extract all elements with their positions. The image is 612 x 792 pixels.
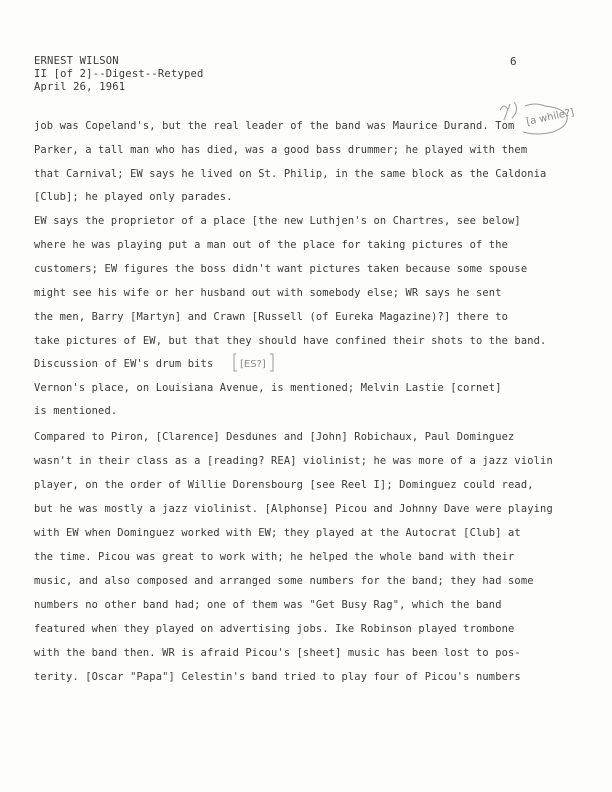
text-line: Discussion of EW's drum bits [34, 358, 214, 370]
text-line: where he was playing put a man out of the place for taking pictures of the [34, 239, 509, 251]
text-line: music, and also composed and arranged some numbers for the band; they had some [34, 575, 534, 587]
page-number: 6 [510, 55, 517, 68]
text-line: Vernon's place, on Louisiana Avenue, is mentioned; Melvin Lastie [cornet] [34, 382, 502, 394]
header-part: II [of 2]--Digest--Retyped [34, 68, 204, 80]
text-line: might see his wife or her husband out with somebody else; WR says he sent [34, 287, 502, 299]
text-line: featured when they played on advertising jobs. Ike Robinson played trombone [34, 623, 515, 635]
header-name: ERNEST WILSON [34, 55, 119, 67]
text-line: the time. Picou was great to work with; he helped the whole band with their [34, 551, 515, 563]
text-line: wasn't in their class as a [reading? REA] violinist; he was more of a jazz violin [34, 455, 553, 467]
text-line: that Carnival; EW says he lived on St. Philip, in the same block as the Caldonia [34, 168, 547, 180]
text-line: player, on the order of Willie Dorensbourg [see Reel I]; Dominguez could read, [34, 479, 534, 491]
text-line: is mentioned. [34, 405, 118, 417]
text-line: job was Copeland's, but the real leader of the band was Maurice Durand. Tom [34, 120, 515, 132]
handwritten-bracket-note [232, 352, 276, 374]
text-line: with EW when Dominguez worked with EW; they played at the Autocrat [Club] at [34, 527, 521, 539]
margin-note-text: [a while?] [525, 107, 576, 128]
text-line: numbers no other band had; one of them was "Get Busy Rag", which the band [34, 599, 502, 611]
text-line: with the band then. WR is afraid Picou's [sheet] music has been lost to pos- [34, 647, 521, 659]
text-line: EW says the proprietor of a place [the new Luthjen's on Chartres, see below] [34, 215, 521, 227]
text-line: customers; EW figures the boss didn't want pictures taken because some spouse [34, 263, 528, 275]
header-date: April 26, 1961 [34, 81, 126, 93]
text-line: terity. [Oscar "Papa"] Celestin's band tried to play four of Picou's numbers [34, 671, 521, 683]
text-line: Compared to Piron, [Clarence] Desdunes and [John] Robichaux, Paul Dominguez [34, 431, 515, 443]
text-line: Parker, a tall man who has died, was a good bass drummer; he played with them [34, 144, 528, 156]
text-line: take pictures of EW, but that they should have confined their shots to the band. [34, 335, 547, 347]
text-line: but he was mostly a jazz violinist. [Alphonse] Picou and Johnny Dave were playing [34, 503, 553, 515]
text-line: [Club]; he played only parades. [34, 191, 233, 203]
handwritten-note-text: [ES?] [240, 359, 266, 370]
text-line: the men, Barry [Martyn] and Crawn [Russell (of Eureka Magazine)?] there to [34, 311, 509, 323]
